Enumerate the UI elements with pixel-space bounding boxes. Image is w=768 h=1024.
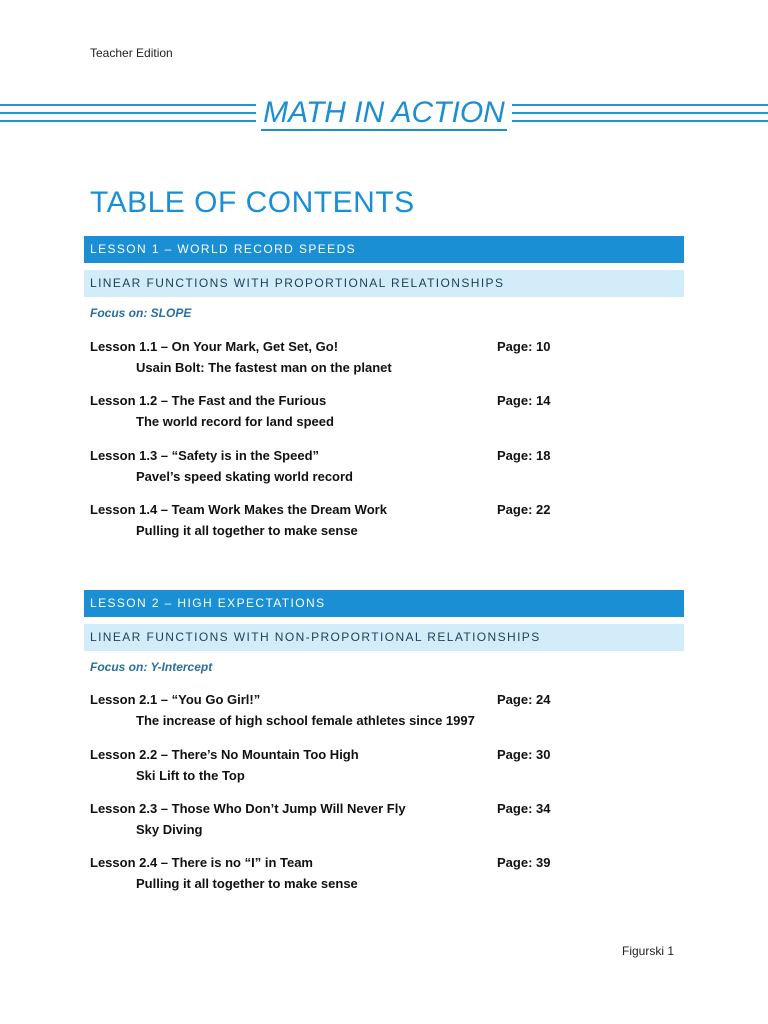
entry-page: Page: 14 bbox=[497, 393, 551, 408]
entry-page: Page: 30 bbox=[497, 747, 551, 762]
entry-page: Page: 10 bbox=[497, 339, 551, 354]
entry-subtitle: Pulling it all together to make sense bbox=[136, 876, 358, 891]
toc-entry-1-3[interactable] bbox=[90, 448, 590, 490]
lesson-1-topic-bar: LINEAR FUNCTIONS WITH PROPORTIONAL RELATIONSHIPS bbox=[84, 270, 684, 297]
entry-title: Lesson 1.1 – On Your Mark, Get Set, Go! bbox=[90, 339, 339, 354]
entry-subtitle: Sky Diving bbox=[136, 822, 203, 837]
page-footer: Figurski 1 bbox=[622, 944, 675, 958]
entry-subtitle: Pavel’s speed skating world record bbox=[136, 469, 353, 484]
toc-entry-1-1[interactable] bbox=[90, 339, 590, 381]
entry-title: Lesson 2.2 – There’s No Mountain Too High bbox=[90, 747, 359, 762]
toc-entry-2-2[interactable] bbox=[90, 747, 590, 789]
entry-subtitle: The increase of high school female athletes since 1997 bbox=[136, 713, 475, 728]
title-banner bbox=[0, 96, 768, 132]
entry-page: Page: 34 bbox=[497, 801, 551, 816]
entry-title: Lesson 2.3 – Those Who Don’t Jump Will Never Fly bbox=[90, 801, 406, 816]
entry-subtitle: Ski Lift to the Top bbox=[136, 768, 245, 783]
entry-title: Lesson 1.3 – “Safety is in the Speed” bbox=[90, 448, 320, 463]
edition-label: Teacher Edition bbox=[90, 46, 173, 60]
banner-title: MATH IN ACTION bbox=[263, 96, 505, 129]
lesson-1-focus: Focus on: SLOPE bbox=[90, 306, 192, 320]
entry-page: Page: 24 bbox=[497, 692, 551, 707]
entry-subtitle: The world record for land speed bbox=[136, 414, 334, 429]
toc-entry-2-3[interactable] bbox=[90, 801, 590, 843]
entry-title: Lesson 2.4 – There is no “I” in Team bbox=[90, 855, 313, 870]
entry-page: Page: 22 bbox=[497, 502, 551, 517]
lesson-1-bar: LESSON 1 – WORLD RECORD SPEEDS bbox=[84, 236, 684, 263]
toc-title: TABLE OF CONTENTS bbox=[90, 186, 415, 219]
lesson-2-topic-bar: LINEAR FUNCTIONS WITH NON-PROPORTIONAL RELATIONSHIPS bbox=[84, 624, 684, 651]
entry-subtitle: Pulling it all together to make sense bbox=[136, 523, 358, 538]
toc-entry-1-2[interactable] bbox=[90, 393, 590, 435]
lesson-2-focus: Focus on: Y-Intercept bbox=[90, 660, 213, 674]
entry-title: Lesson 1.4 – Team Work Makes the Dream Work bbox=[90, 502, 387, 517]
banner-lines-right bbox=[512, 104, 768, 126]
entry-title: Lesson 1.2 – The Fast and the Furious bbox=[90, 393, 327, 408]
toc-entry-2-4[interactable] bbox=[90, 855, 590, 897]
entry-page: Page: 39 bbox=[497, 855, 551, 870]
toc-entry-2-1[interactable] bbox=[90, 692, 590, 734]
toc-entry-1-4[interactable] bbox=[90, 502, 590, 544]
entry-page: Page: 18 bbox=[497, 448, 551, 463]
entry-title: Lesson 2.1 – “You Go Girl!” bbox=[90, 692, 261, 707]
lesson-2-bar: LESSON 2 – HIGH EXPECTATIONS bbox=[84, 590, 684, 617]
entry-subtitle: Usain Bolt: The fastest man on the planet bbox=[136, 360, 392, 375]
